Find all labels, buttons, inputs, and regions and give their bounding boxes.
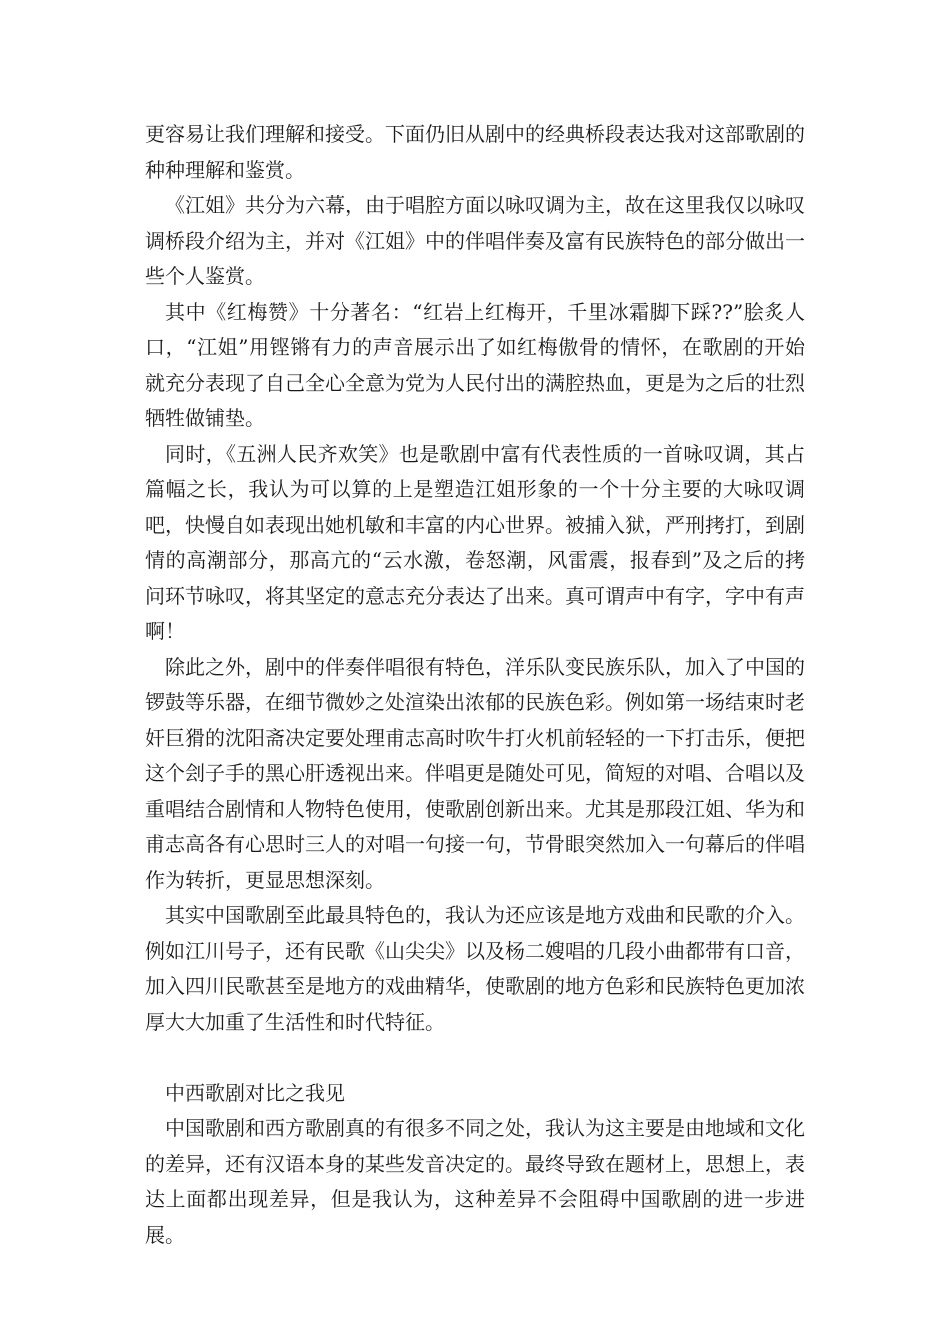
paragraph-hongmeizan: 其中《红梅赞》十分著名：“红岩上红梅开，千里冰霜脚下踩??”脍炙人口，“江姐”用铿锵有力的声音展示出了如红梅傲骨的情怀，在歌剧的开始就充分表现了自己全心全意为党为人民付出的满腔热血，更是为之后的壮烈牺牲做铺垫。 [145, 299, 805, 430]
section-heading: 中西歌剧对比之我见 [165, 1080, 345, 1105]
paragraph-jiangjie-overview: 《江姐》共分为六幕，由于唱腔方面以咏叹调为主，故在这里我仅以咏叹调桥段介绍为主，并对《江姐》中的伴唱伴奏及富有民族特色的部分做出一些个人鉴赏。 [145, 193, 805, 288]
paragraph-comparison: 中国歌剧和西方歌剧真的有很多不同之处，我认为这主要是由地域和文化的差异，还有汉语本身的某些发音决定的。最终导致在题材上，思想上，表达上面都出现差异，但是我认为，这种差异不会阻碍中国歌剧的进一步进展。 [145, 1116, 805, 1247]
document-body [145, 117, 805, 1253]
paragraph-continuation: 更容易让我们理解和接受。下面仍旧从剧中的经典桥段表达我对这部歌剧的种种理解和鉴赏。 [145, 122, 805, 182]
paragraph-spacer [145, 1040, 805, 1076]
paragraph-accompaniment: 除此之外，剧中的伴奏伴唱很有特色，洋乐队变民族乐队，加入了中国的锣鼓等乐器，在细节微妙之处渲染出浓郁的民族色彩。例如第一场结束时老奸巨猾的沈阳斋决定要处理甫志高时吹牛打火机前轻轻的一下打击乐，便把这个刽子手的黑心肝透视出来。伴唱更是随处可见，简短的对唱、合唱以及重唱结合剧情和人物特色使用，使歌剧创新出来。尤其是那段江姐、华为和甫志高各有心思时三人的对唱一句接一句，节骨眼突然加入一句幕后的伴唱作为转折，更显思想深刻。 [145, 654, 805, 892]
paragraph-local-opera: 其实中国歌剧至此最具特色的，我认为还应该是地方戏曲和民歌的介入。例如江川号子，还有民歌《山尖尖》以及杨二嫂唱的几段小曲都带有口音，加入四川民歌甚至是地方的戏曲精华，使歌剧的地方色彩和民族特色更加浓厚大大加重了生活性和时代特征。 [145, 903, 805, 1034]
paragraph-wuzhou-renmin: 同时，《五洲人民齐欢笑》也是歌剧中富有代表性质的一首咏叹调，其占篇幅之长，我认为可以算的上是塑造江姐形象的一个十分主要的大咏叹调吧，快慢自如表现出她机敏和丰富的内心世界。被捕入狱，严刑拷打，到剧情的高潮部分，那高亢的“云水激，卷怒潮，风雷震，报春到”及之后的拷问环节咏叹，将其坚定的意志充分表达了出来。真可谓声中有字，字中有声啊！ [145, 441, 805, 643]
